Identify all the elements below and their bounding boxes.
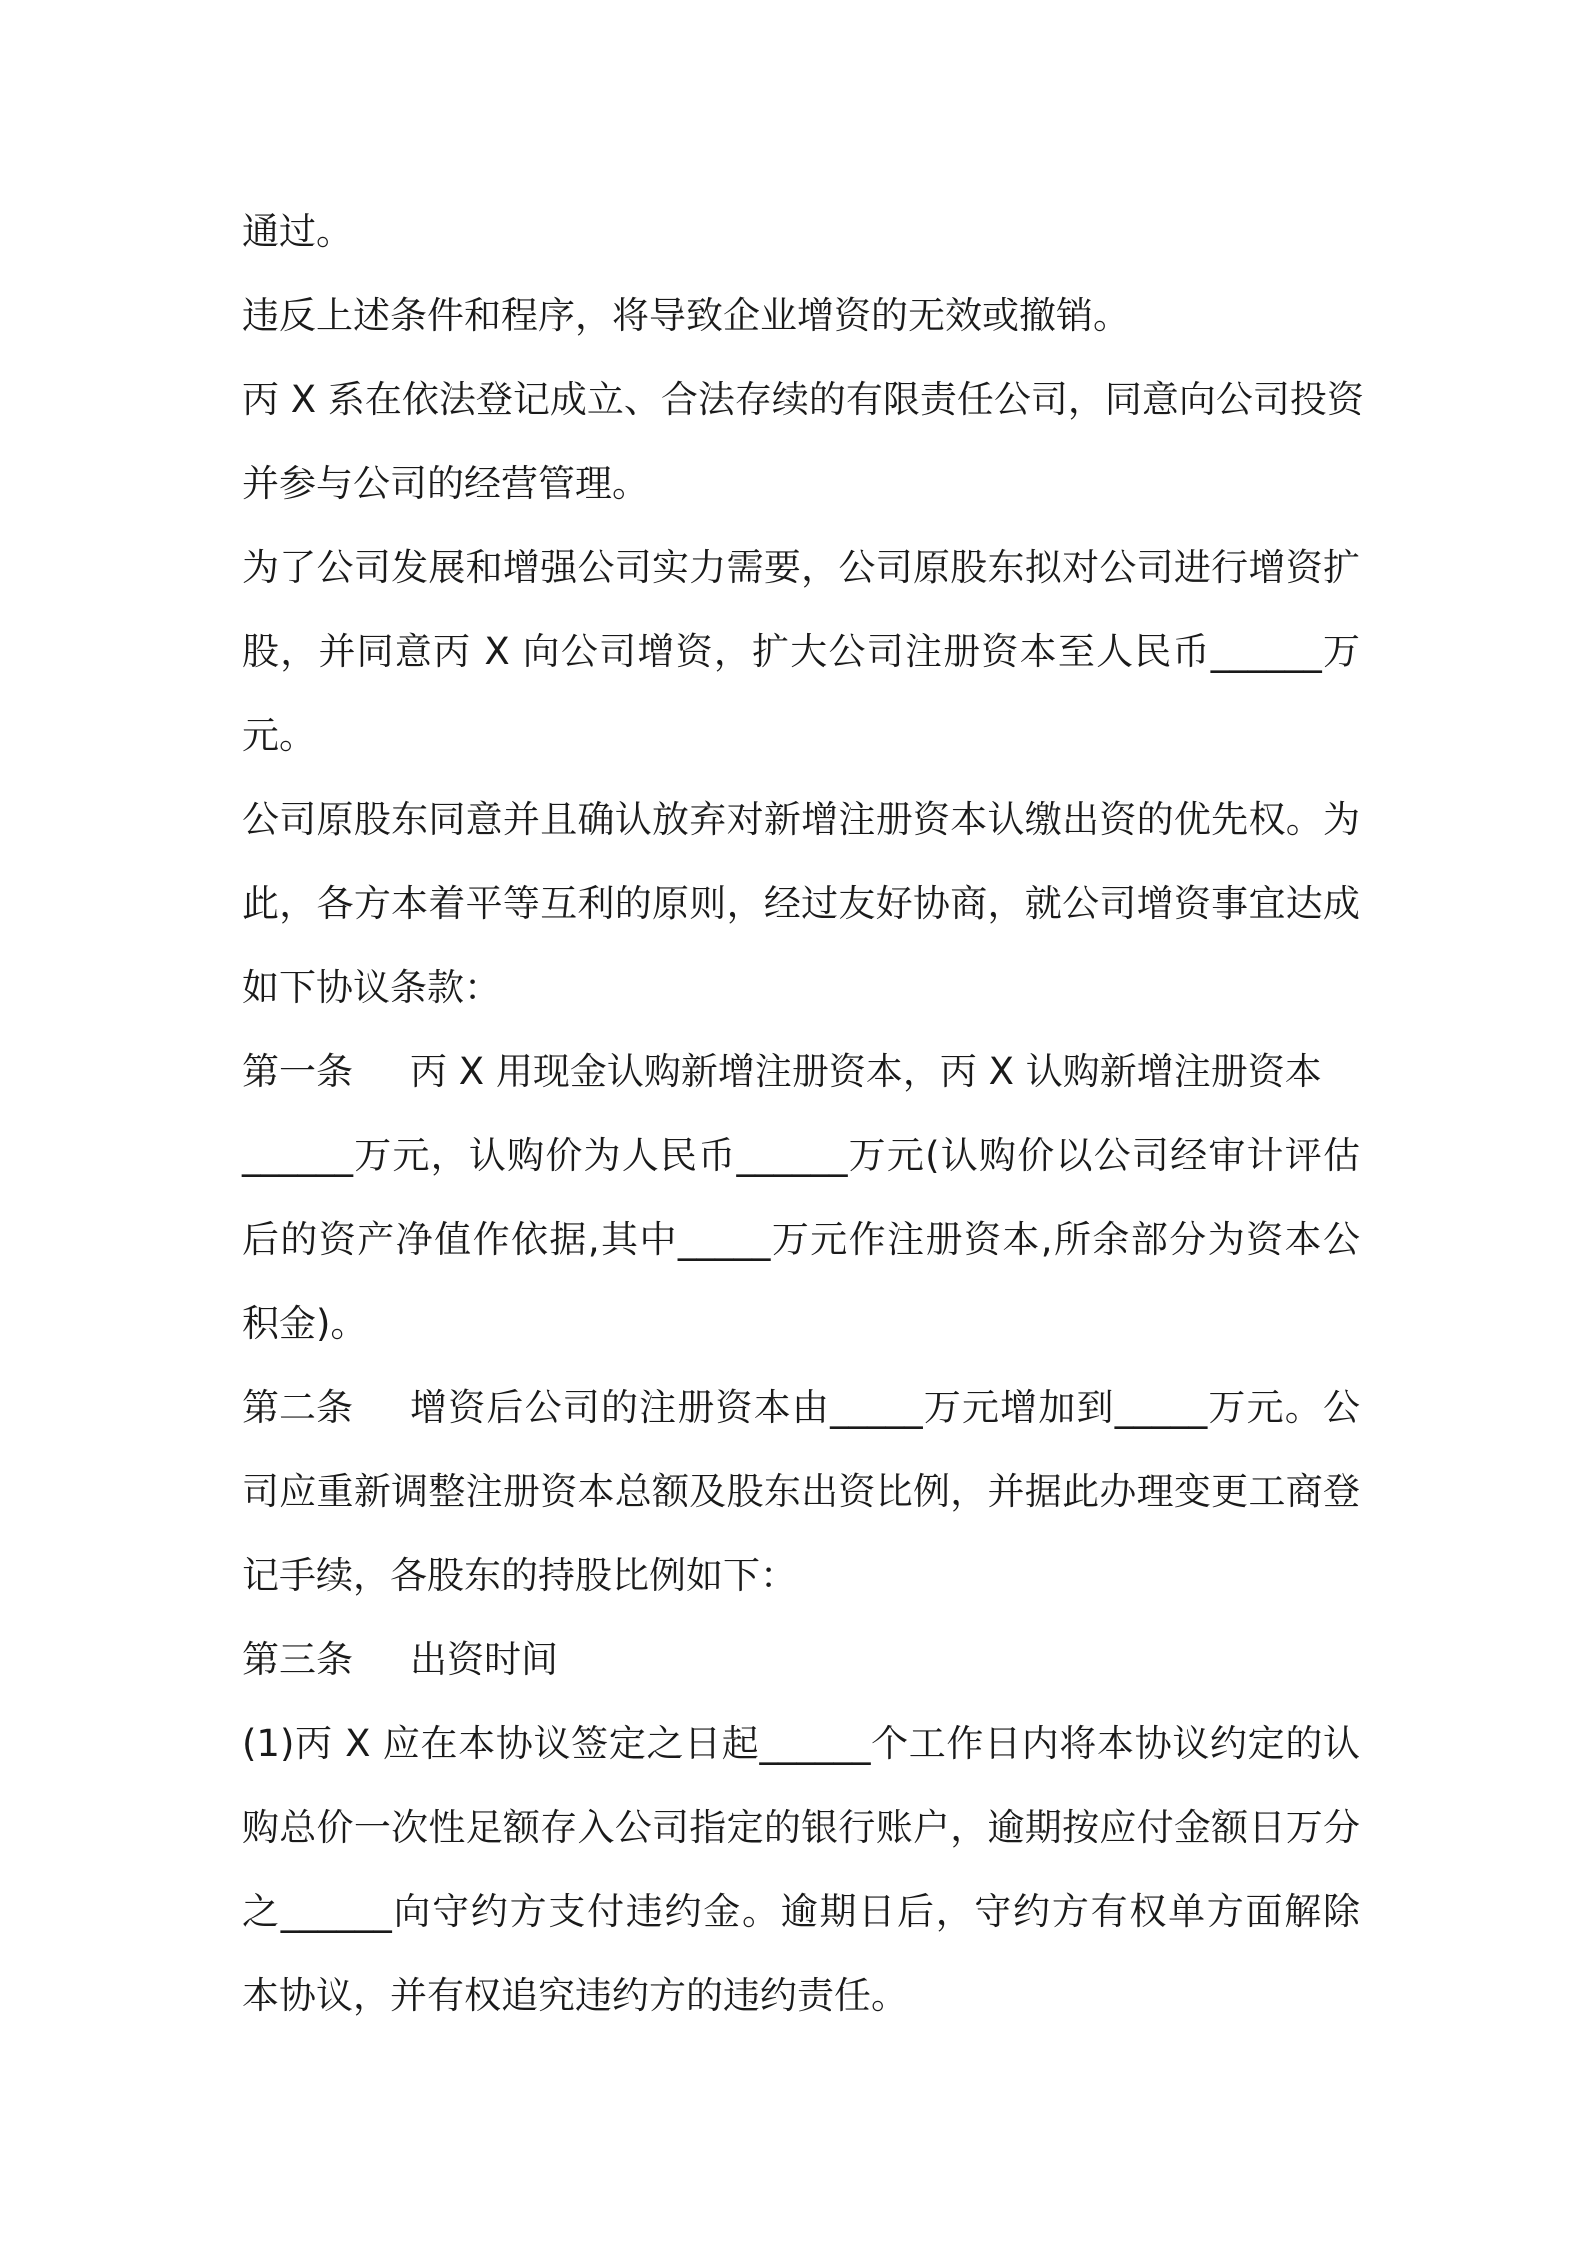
paragraph-line: 通过。	[242, 210, 353, 253]
article-text: 增资后公司的注册资本由_____万元增加到_____万元。公	[410, 1386, 1360, 1429]
article-line: 记手续，各股东的持股比例如下：	[242, 1554, 797, 1597]
article-heading: 第三条	[242, 1638, 353, 1681]
article-line: 之______向守约方支付违约金。逾期日后，守约方有权单方面解除	[242, 1890, 1360, 1933]
paragraph-line: 元。	[242, 714, 316, 757]
article-text: 出资时间	[410, 1638, 558, 1681]
paragraph-line: 如下协议条款：	[242, 966, 501, 1009]
paragraph-line: 此，各方本着平等互利的原则，经过友好协商，就公司增资事宜达成	[242, 882, 1360, 925]
article-text: 丙 X 用现金认购新增注册资本，丙 X 认购新增注册资本	[410, 1050, 1322, 1093]
article-line: (1)丙 X 应在本协议签定之日起______个工作日内将本协议约定的认	[242, 1722, 1360, 1765]
article-line: 购总价一次性足额存入公司指定的银行账户，逾期按应付金额日万分	[242, 1806, 1360, 1849]
paragraph-line: 丙 X 系在依法登记成立、合法存续的有限责任公司，同意向公司投资	[242, 378, 1364, 421]
paragraph-line: 违反上述条件和程序，将导致企业增资的无效或撤销。	[242, 294, 1130, 337]
article-heading: 第二条	[242, 1386, 353, 1429]
article-line: 本协议，并有权追究违约方的违约责任。	[242, 1974, 908, 2017]
paragraph-line: 公司原股东同意并且确认放弃对新增注册资本认缴出资的优先权。为	[242, 798, 1360, 841]
article-line: 司应重新调整注册资本总额及股东出资比例，并据此办理变更工商登	[242, 1470, 1360, 1513]
article-line: 积金)。	[242, 1302, 368, 1345]
article-2	[242, 1366, 1360, 1450]
paragraph-line: 为了公司发展和增强公司实力需要，公司原股东拟对公司进行增资扩	[242, 546, 1360, 589]
article-line: 后的资产净值作依据,其中_____万元作注册资本,所余部分为资本公	[242, 1218, 1360, 1261]
document-body	[242, 190, 1364, 2038]
article-3	[242, 1618, 1360, 1702]
paragraph-line: 股，并同意丙 X 向公司增资，扩大公司注册资本至人民币______万	[242, 630, 1360, 673]
article-1	[242, 1030, 1360, 1114]
article-line: ______万元，认购价为人民币______万元(认购价以公司经审计评估	[242, 1134, 1360, 1177]
paragraph-line: 并参与公司的经营管理。	[242, 462, 649, 505]
article-heading: 第一条	[242, 1050, 353, 1093]
